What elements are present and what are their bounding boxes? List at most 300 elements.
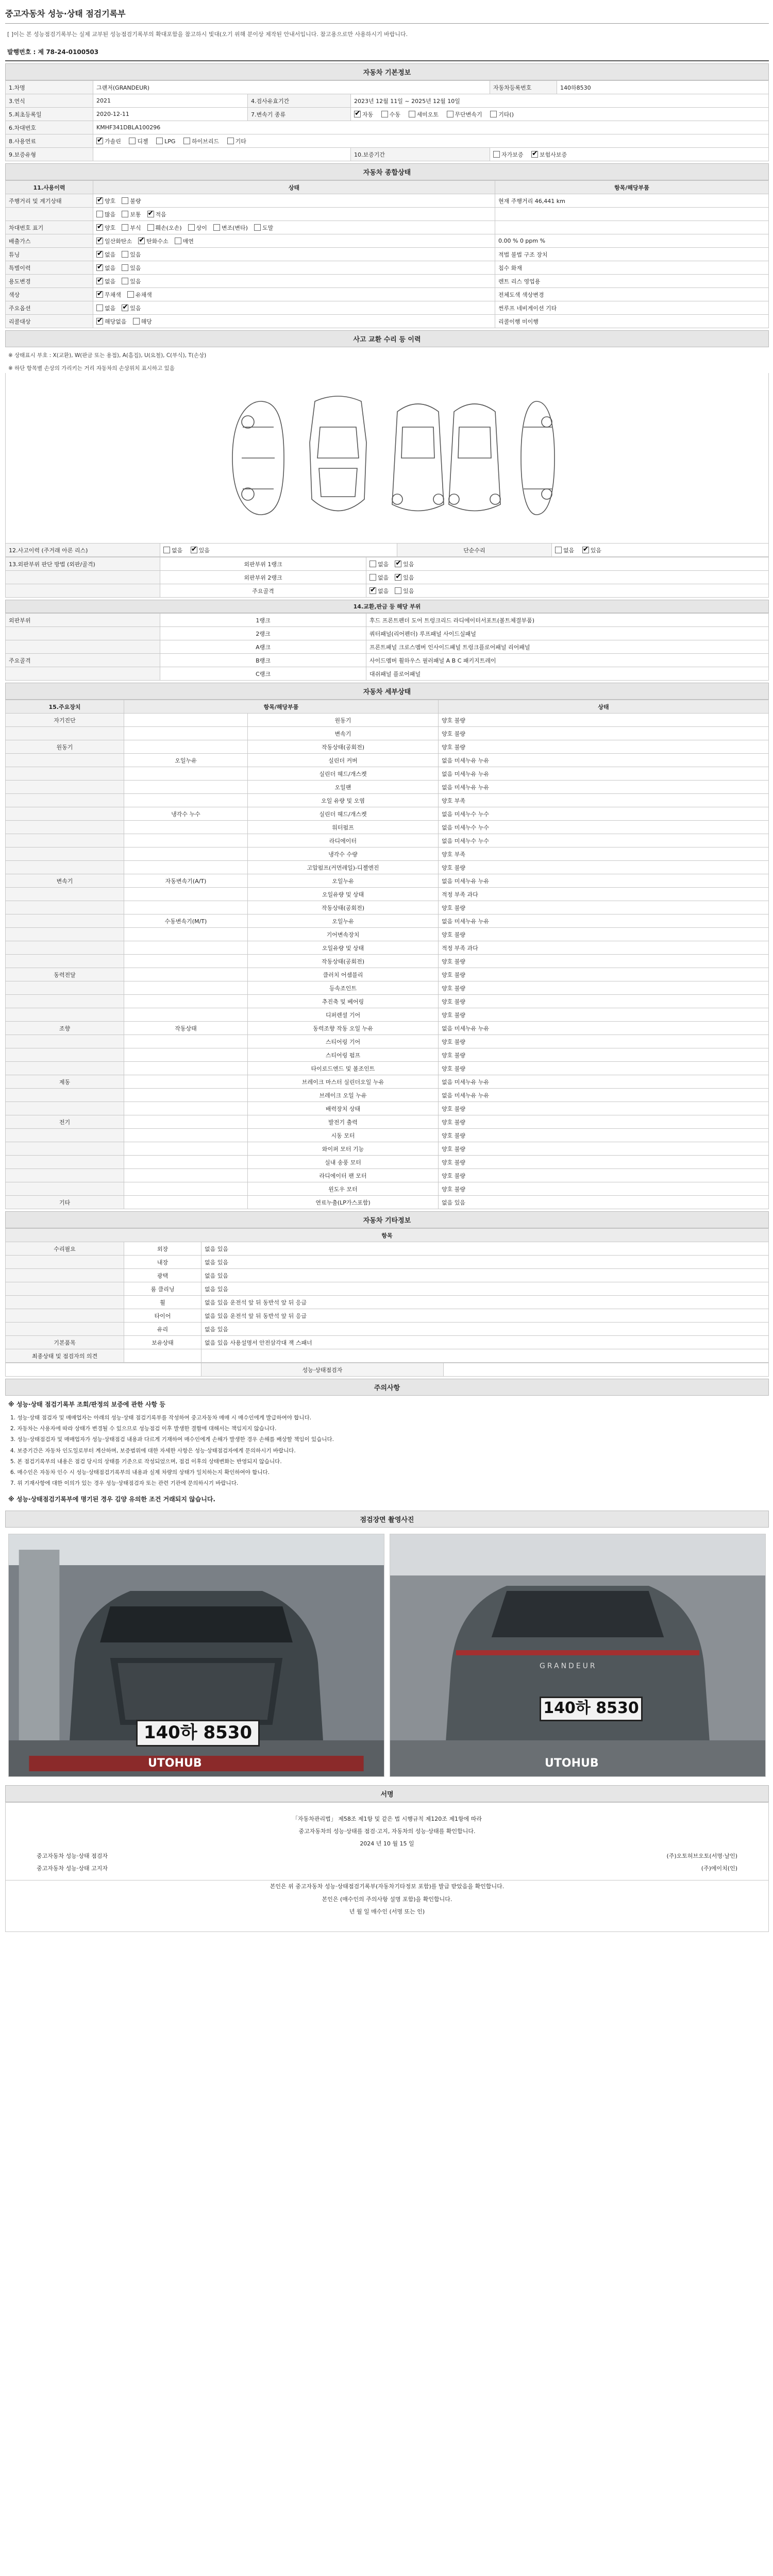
- status-option[interactable]: [122, 250, 141, 259]
- detail-row-status: 양호 불량: [439, 1156, 769, 1169]
- status-option[interactable]: [122, 264, 141, 272]
- accident-table: [5, 543, 769, 557]
- general-row-label: 색상: [6, 288, 93, 301]
- checkbox-icon: [555, 547, 562, 553]
- accident-options: [160, 544, 397, 557]
- checkbox-icon: [122, 251, 128, 258]
- note-item: 3. 성능·상태점검자 및 매매업자가 성능·상태점검 내용과 다르게 기재하여 매수인에게 손해가 발생한 경우 손해를 배상할 책임이 있습니다.: [10, 1436, 334, 1443]
- detail-row-item: 작동상태(공회전): [248, 955, 439, 968]
- checkbox-icon: [395, 561, 401, 567]
- other-row-group: 최종상태 및 점검자의 의견: [6, 1349, 124, 1363]
- other-row-item: 휠: [124, 1296, 201, 1309]
- other-row-status: 없음 있음: [201, 1242, 769, 1256]
- table-row: [6, 1035, 769, 1048]
- detail-row-device: 조향: [6, 1022, 124, 1035]
- parts-row-rank: B랭크: [160, 654, 366, 667]
- other-row-group: [6, 1256, 124, 1269]
- status-option[interactable]: [369, 573, 389, 582]
- detail-row-device: [6, 981, 124, 995]
- table-row: [6, 1296, 769, 1309]
- table-row: [6, 1129, 769, 1142]
- other-row-group: [6, 1282, 124, 1296]
- other-row-status: 없음 있음 운전석 앞 뒤 동반석 앞 뒤 응급: [201, 1309, 769, 1323]
- document-number: [5, 43, 769, 61]
- detail-row-group: 오일누유: [124, 754, 248, 767]
- option-label: 없음: [172, 547, 183, 554]
- detail-row-device: [6, 941, 124, 955]
- table-row: [6, 1242, 769, 1256]
- rear-photo: [390, 1534, 766, 1777]
- checkbox-icon: [447, 111, 453, 117]
- warning-text: ※ 성능·상태점검기록부에 명기된 경우 김양 유의한 조건 거래되지 않습니다.: [8, 1495, 215, 1503]
- sign-seller-value[interactable]: (주)에이치(인): [701, 1865, 737, 1872]
- other-row-status: 없음 있음 운전석 앞 뒤 동반석 앞 뒤 응급: [201, 1296, 769, 1309]
- checkbox-icon: [96, 304, 103, 311]
- detail-row-device: [6, 1035, 124, 1048]
- detail-row-device: 전기: [6, 1115, 124, 1129]
- warranty-period-label: 10.보증기간: [351, 148, 490, 161]
- detail-row-group: [124, 861, 248, 874]
- option-label: 매연: [182, 238, 194, 245]
- detail-row-status: 양호 불량: [439, 1048, 769, 1062]
- table-row: [6, 275, 769, 288]
- accident-none[interactable]: [163, 546, 182, 554]
- trans-cvt[interactable]: [447, 110, 482, 118]
- detail-row-device: [6, 955, 124, 968]
- vehicle-damage-diagram: [5, 373, 769, 543]
- detail-row-item: 작동상태(공회전): [248, 740, 439, 754]
- parts-row-rank: 2랭크: [160, 627, 366, 640]
- status-option[interactable]: [96, 317, 127, 326]
- vin-value: KMHF341DBLA100296: [93, 121, 769, 134]
- fuel-other[interactable]: [227, 137, 246, 145]
- other-row-item: 유리: [124, 1323, 201, 1336]
- front-photo: [8, 1534, 384, 1777]
- general-row-status: [93, 234, 495, 248]
- outer-row-status: [366, 557, 769, 571]
- table-row: [6, 928, 769, 941]
- detail-row-item: 냉각수 수량: [248, 848, 439, 861]
- detail-row-device: [6, 794, 124, 807]
- status-option[interactable]: [122, 197, 141, 205]
- status-option[interactable]: [395, 573, 414, 582]
- detail-row-device: [6, 928, 124, 941]
- table-row: [6, 968, 769, 981]
- status-option[interactable]: [175, 237, 194, 245]
- checkbox-icon: [395, 574, 401, 581]
- table-row: [6, 614, 769, 627]
- detail-row-device: [6, 888, 124, 901]
- status-option[interactable]: [395, 587, 414, 595]
- trans-other[interactable]: [490, 110, 514, 118]
- simple-repair-yes[interactable]: [582, 546, 601, 554]
- detail-row-device: [6, 807, 124, 821]
- status-option[interactable]: [213, 224, 248, 232]
- general-row-extra: 썬루프 네비게이션 기타: [495, 301, 769, 315]
- detail-row-status: 양호 불량: [439, 981, 769, 995]
- option-label: 자가보증: [501, 151, 524, 158]
- table-row: [6, 640, 769, 654]
- option-label: 있음: [403, 574, 414, 581]
- option-label: 적음: [155, 211, 166, 218]
- detail-row-status: 양호 불량: [439, 968, 769, 981]
- table-row: [6, 248, 769, 261]
- status-option[interactable]: [127, 291, 152, 299]
- status-option[interactable]: [96, 224, 115, 232]
- detail-row-item: 오일유량 및 상태: [248, 888, 439, 901]
- checkbox-icon: [369, 561, 376, 567]
- table-row: [6, 1323, 769, 1336]
- table-row: [6, 727, 769, 740]
- table-row: [6, 208, 769, 221]
- option-label: 없음: [378, 561, 389, 568]
- section-damage-history: 사고 교환 수리 등 이력: [5, 330, 769, 347]
- status-option[interactable]: [122, 210, 141, 218]
- table-row: [6, 261, 769, 275]
- detail-row-status: 양호 불량: [439, 1129, 769, 1142]
- option-label: 양호: [105, 197, 116, 205]
- fuel-hybrid[interactable]: [183, 137, 219, 145]
- detail-row-device: 변속기: [6, 874, 124, 888]
- detail-row-status: 양호 부족: [439, 794, 769, 807]
- fuel-diesel[interactable]: [129, 137, 148, 145]
- front-watermark: UTOHUB: [148, 1756, 202, 1770]
- table-row: [6, 1156, 769, 1169]
- general-row-status: [93, 208, 495, 221]
- detail-status-table: [5, 700, 769, 1209]
- detail-row-item: 윈도우 모터: [248, 1182, 439, 1196]
- table-row: [6, 754, 769, 767]
- rear-badge: GRANDEUR: [540, 1662, 597, 1670]
- status-option[interactable]: [122, 304, 141, 312]
- detail-head-status: 상태: [439, 700, 769, 714]
- general-row-label: 튜닝: [6, 248, 93, 261]
- checkbox-icon: [381, 111, 388, 117]
- detail-row-status: 양호 불량: [439, 727, 769, 740]
- status-option[interactable]: [96, 277, 115, 285]
- detail-row-device: [6, 727, 124, 740]
- parts-row-group: [6, 640, 160, 654]
- checkbox-icon: [227, 138, 234, 144]
- parts-row-items: 프론트패널 크로스멤버 인사이드패널 트렁크플로어패널 리어패널: [366, 640, 769, 654]
- notes-list: [5, 1413, 769, 1489]
- general-row-label: 용도변경: [6, 275, 93, 288]
- outer-row-rank: 주요골격: [160, 584, 366, 598]
- table-row: [6, 941, 769, 955]
- warranty-empty: [93, 148, 351, 161]
- table-row: [6, 571, 769, 584]
- table-row: [6, 1142, 769, 1156]
- status-option[interactable]: [369, 587, 389, 595]
- table-row: [6, 1089, 769, 1102]
- option-label: 없음: [105, 278, 116, 285]
- outer-panel-table: [5, 557, 769, 598]
- detail-row-group: [124, 1102, 248, 1115]
- other-row-group: [6, 1323, 124, 1336]
- detail-row-device: [6, 767, 124, 781]
- simple-repair-options: [552, 544, 769, 557]
- detail-row-device: 자기진단: [6, 714, 124, 727]
- status-option[interactable]: [254, 224, 273, 232]
- table-row: [6, 914, 769, 928]
- checkbox-icon: [490, 111, 497, 117]
- table-row: [6, 1196, 769, 1209]
- detail-row-group: [124, 1089, 248, 1102]
- detail-row-item: 브레이크 마스터 실린더오일 누유: [248, 1075, 439, 1089]
- checkbox-icon: [127, 291, 134, 298]
- detail-row-status: 없음 미세누유 누유: [439, 874, 769, 888]
- general-row-status: [93, 221, 495, 234]
- parts-row-group: 외판부위: [6, 614, 160, 627]
- warranty-options: [490, 148, 769, 161]
- checkbox-icon: [96, 224, 103, 231]
- other-row-item: 외장: [124, 1242, 201, 1256]
- status-option[interactable]: [122, 224, 141, 232]
- checkbox-icon: [96, 291, 103, 298]
- car-name-label: 1.차명: [6, 81, 93, 94]
- detail-row-item: 발전기 출력: [248, 1115, 439, 1129]
- detail-row-group: [124, 928, 248, 941]
- checkbox-icon: [147, 211, 154, 217]
- general-row-status: [93, 288, 495, 301]
- rear-license-plate: 140하 8530: [540, 1697, 643, 1721]
- status-option[interactable]: [147, 210, 166, 218]
- detail-row-status: 양호 불량: [439, 861, 769, 874]
- sign-buyer-line[interactable]: 년 월 일 매수인 (서명 또는 인): [349, 1908, 425, 1915]
- detail-row-group: [124, 968, 248, 981]
- detail-row-status: 양호 불량: [439, 1182, 769, 1196]
- table-row: [6, 315, 769, 328]
- detail-row-status: 양호 불량: [439, 1142, 769, 1156]
- outer-row-status: [366, 584, 769, 598]
- note-item: 7. 위 기재사항에 대한 이의가 있는 경우 성능·상태점검자 또는 관련 기관에 문의하시기 바랍니다.: [10, 1480, 239, 1487]
- status-option[interactable]: [369, 560, 389, 568]
- detail-row-item: 브레이크 오일 누유: [248, 1089, 439, 1102]
- other-row-group: [6, 1309, 124, 1323]
- detail-row-status: 없음 미세누유 누유: [439, 1022, 769, 1035]
- other-row-status: 없음 있음: [201, 1256, 769, 1269]
- detail-row-device: [6, 861, 124, 874]
- section-other-info: 자동차 기타정보: [5, 1211, 769, 1228]
- option-label: 없음: [105, 304, 116, 312]
- detail-row-device: 제동: [6, 1075, 124, 1089]
- table-row: [6, 1182, 769, 1196]
- option-label: 가솔린: [105, 138, 121, 145]
- option-label: 보통: [130, 211, 141, 218]
- table-row: [6, 740, 769, 754]
- general-row-extra: 렌트 리스 영업용: [495, 275, 769, 288]
- option-label: 탄화수소: [146, 238, 169, 245]
- inspection-period: 2023년 12월 11일 ~ 2025년 12월 10일: [351, 94, 769, 108]
- detail-row-device: [6, 1089, 124, 1102]
- note-item: 6. 매수인은 자동차 인수 시 성능·상태점검기록부의 내용과 실제 차량의 상태가 일치하는지 확인하여야 합니다.: [10, 1469, 270, 1476]
- table-row: [6, 288, 769, 301]
- checkbox-icon: [122, 224, 128, 231]
- detail-row-device: [6, 1008, 124, 1022]
- detail-row-device: [6, 914, 124, 928]
- parts-row-items: 후드 프론트펜더 도어 트렁크리드 라디에이터서포트(볼트체결부품): [366, 614, 769, 627]
- general-row-status: [93, 275, 495, 288]
- warranty-insurance[interactable]: [531, 150, 567, 159]
- car-name: 그랜저(GRANDEUR): [93, 81, 490, 94]
- status-option[interactable]: [122, 277, 141, 285]
- parts-row-rank: 1랭크: [160, 614, 366, 627]
- other-row-item: 광택: [124, 1269, 201, 1282]
- other-row-status: 없음 있음 사용설명서 안전삼각대 잭 스패너: [201, 1336, 769, 1349]
- general-row-status: [93, 315, 495, 328]
- detail-row-item: 워터펌프: [248, 821, 439, 834]
- doc-no-label: 발행번호 :: [7, 48, 36, 56]
- reg-number-label: 자동차등록번호: [490, 81, 557, 94]
- general-row-status: [93, 261, 495, 275]
- inspection-photos: [5, 1528, 769, 1783]
- checkbox-icon: [96, 318, 103, 325]
- status-option[interactable]: [188, 224, 207, 232]
- status-option[interactable]: [138, 237, 169, 245]
- warranty-self[interactable]: [493, 150, 524, 159]
- option-label: 없음: [105, 251, 116, 258]
- table-row: [6, 584, 769, 598]
- checkbox-icon: [369, 574, 376, 581]
- detail-row-group: [124, 1142, 248, 1156]
- table-row: [6, 955, 769, 968]
- detail-row-group: [124, 1156, 248, 1169]
- owner-label: 성능·상태점검자: [201, 1363, 444, 1377]
- detail-row-item: 원동기: [248, 714, 439, 727]
- status-option[interactable]: [133, 317, 152, 326]
- doc-no-value: 제 78-24-0100503: [38, 48, 99, 56]
- detail-row-status: 적정 부족 과다: [439, 888, 769, 901]
- option-label: 있음: [403, 561, 414, 568]
- general-row-status: [93, 248, 495, 261]
- detail-row-item: 디퍼렌셜 기어: [248, 1008, 439, 1022]
- trans-semi[interactable]: [409, 110, 439, 118]
- table-row: [6, 221, 769, 234]
- detail-row-group: [124, 995, 248, 1008]
- table-row: [6, 794, 769, 807]
- other-row-group: 수리필요: [6, 1242, 124, 1256]
- table-row: [6, 1169, 769, 1182]
- general-row-extra: 현재 주행거리 46,441 km: [495, 194, 769, 208]
- simple-repair-none[interactable]: [555, 546, 574, 554]
- detail-row-item: 배력장치 상태: [248, 1102, 439, 1115]
- detail-row-status: 양호 불량: [439, 740, 769, 754]
- checkbox-icon: [582, 547, 589, 553]
- detail-row-item: 타이로드엔드 및 볼조인트: [248, 1062, 439, 1075]
- detail-row-device: [6, 1129, 124, 1142]
- sign-inspector-value[interactable]: (주)오토허브오토(서명·날인): [666, 1853, 737, 1860]
- status-option[interactable]: [147, 224, 182, 232]
- status-option[interactable]: [96, 237, 132, 245]
- checkbox-icon: [175, 238, 181, 244]
- status-option[interactable]: [96, 210, 115, 218]
- year-value: 2021: [93, 94, 248, 108]
- detail-row-status: 없음 미세누유 누유: [439, 1089, 769, 1102]
- fuel-gasoline[interactable]: [96, 137, 121, 145]
- checkbox-icon: [409, 111, 415, 117]
- checkbox-icon: [122, 278, 128, 284]
- table-row: [6, 781, 769, 794]
- table-row: [6, 1336, 769, 1349]
- detail-row-group: [124, 834, 248, 848]
- accident-yes[interactable]: [191, 546, 210, 554]
- detail-row-device: [6, 901, 124, 914]
- detail-row-group: [124, 1169, 248, 1182]
- table-row: [6, 667, 769, 681]
- option-label: 있음: [130, 278, 141, 285]
- outer-row-status: [366, 571, 769, 584]
- owner-empty: [6, 1363, 201, 1377]
- detail-row-group: [124, 714, 248, 727]
- status-option[interactable]: [96, 304, 115, 312]
- detail-row-item: 동력조향 작동 오일 누유: [248, 1022, 439, 1035]
- parts-row-items: 대쉬패널 플로어패널: [366, 667, 769, 681]
- detail-row-group: [124, 781, 248, 794]
- table-row: [6, 234, 769, 248]
- general-status-table: [5, 180, 769, 328]
- checkbox-icon: [96, 251, 103, 258]
- note-item: 4. 보증기간은 자동차 인도일로부터 계산하며, 보증범위에 대한 자세한 사항은 성능·상태점검자에게 문의하시기 바랍니다.: [10, 1447, 296, 1454]
- general-row-extra: [495, 221, 769, 234]
- detail-row-status: 양호 불량: [439, 714, 769, 727]
- option-label: 훼손(오손): [155, 224, 182, 231]
- status-option[interactable]: [96, 250, 115, 259]
- car-outline-icon: [212, 381, 562, 535]
- detail-row-device: [6, 1156, 124, 1169]
- detail-row-item: 라디에이터 팬 모터: [248, 1169, 439, 1182]
- damage-legend: ※ 상태표시 부호 : X(교환), W(판금 또는 용접), A(흠집), U(요철), C(부식), T(손상): [8, 352, 207, 359]
- trans-manual[interactable]: [381, 110, 400, 118]
- detail-row-item: 스티어링 기어: [248, 1035, 439, 1048]
- owner-table: [5, 1363, 769, 1377]
- detail-row-device: [6, 995, 124, 1008]
- table-row: [6, 834, 769, 848]
- table-row: [6, 714, 769, 727]
- table-row: [6, 1309, 769, 1323]
- option-label: 도말: [262, 224, 274, 231]
- detail-head-item: 항목/해당부품: [124, 700, 439, 714]
- rear-watermark: UTOHUB: [545, 1756, 599, 1770]
- status-option[interactable]: [96, 264, 115, 272]
- general-row-label: 배출가스: [6, 234, 93, 248]
- status-option[interactable]: [96, 197, 115, 205]
- option-label: 있음: [590, 547, 602, 554]
- other-row-item: 내장: [124, 1256, 201, 1269]
- detail-row-item: 오일 유량 및 오염: [248, 794, 439, 807]
- other-row-group: [6, 1296, 124, 1309]
- status-option[interactable]: [395, 560, 414, 568]
- front-license-plate: 140하 8530: [136, 1720, 260, 1747]
- detail-row-group: [124, 941, 248, 955]
- detail-row-group: [124, 1008, 248, 1022]
- trans-auto[interactable]: [354, 110, 373, 118]
- fuel-lpg[interactable]: [156, 138, 175, 145]
- detail-row-item: 클러치 어셈블리: [248, 968, 439, 981]
- detail-row-device: 원동기: [6, 740, 124, 754]
- detail-row-group: [124, 740, 248, 754]
- checkbox-icon: [369, 587, 376, 594]
- detail-row-status: 양호 불량: [439, 1035, 769, 1048]
- checkbox-icon: [254, 224, 261, 231]
- checkbox-icon: [213, 224, 220, 231]
- option-label: 없음: [105, 264, 116, 272]
- status-option[interactable]: [96, 291, 121, 299]
- general-row-label: 특별이력: [6, 261, 93, 275]
- other-row-status: [201, 1349, 769, 1363]
- table-row: [6, 1008, 769, 1022]
- notice-text: [ ]이는 본 성능점검기록부는 실제 교부된 성능점검기록부의 확대포함을 참고하시 빛대(오기 위해 분이상 제작된 안내서입니다. 참고용으로만 사용하시기 바랍니다.: [7, 31, 408, 38]
- other-row-item: 타이어: [124, 1309, 201, 1323]
